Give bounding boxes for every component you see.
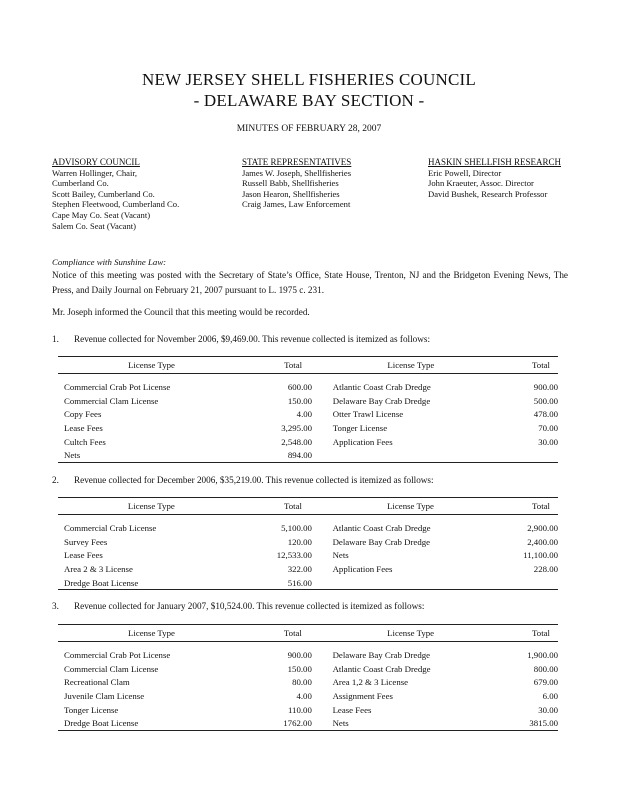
column-gap [314,407,333,421]
revenue-table [58,356,558,463]
advisory-council-heading: ADVISORY COUNCIL [52,157,140,167]
column-gap [314,421,333,435]
advisory-member: Scott Bailey, Cumberland Co. [52,188,155,199]
revenue-section-title [52,475,434,485]
total-cell: 30.00 [538,704,558,715]
haskin-member: John Kraeuter, Assoc. Director [428,178,534,189]
total-cell: 800.00 [533,663,558,674]
state-representative: Craig James, Law Enforcement [242,199,351,210]
total-cell: 6.00 [542,690,558,701]
column-gap [314,648,333,662]
table-row [58,689,558,703]
table-row [58,703,558,717]
license-type-cell: Delaware Bay Crab Dredge [332,536,431,547]
state-representatives-heading: STATE REPRESENTATIVES [242,157,352,167]
column-gap [314,716,333,730]
license-type-cell: Application Fees [332,436,393,447]
license-type-cell: Atlantic Coast Crab Dredge [332,522,431,533]
license-type-cell: Area 2 & 3 License [64,563,133,574]
license-type-cell: Atlantic Coast Crab Dredge [332,381,431,392]
total-cell: 110.00 [287,704,312,715]
table-row [58,648,558,662]
advisory-member: Cumberland Co. [52,178,109,189]
license-type-header: License Type [58,357,239,374]
column-gap [314,675,333,689]
revenue-section-title [52,334,430,344]
total-cell [489,448,558,462]
state-representative: Jason Hearon, Shellfisheries [242,188,340,199]
state-representative: Russell Babb, Shellfisheries [242,178,339,189]
license-type-cell: Lease Fees [64,550,103,561]
total-cell: 30.00 [538,436,558,447]
section-subtitle: - DELAWARE BAY SECTION - [193,91,425,110]
column-gap [314,521,333,535]
total-cell: 11,100.00 [523,550,558,561]
license-type-header: License Type [58,498,239,515]
table-row [58,435,558,449]
total-cell: 4.00 [296,409,313,420]
table-row [58,716,558,730]
license-type-header: License Type [333,357,489,374]
column-gap [314,380,333,394]
column-gap [314,394,333,408]
revenue-section-title [52,601,424,611]
column-gap [314,535,333,549]
license-type-header: License Type [333,625,489,642]
column-gap [314,548,333,562]
notice-paragraph: Notice of this meeting was posted with the Secretary of State’s Office, State House, Trenton, NJ and the Bridgeton Evening News, The Press, and Daily Journal on February 21, 2007 pursuant to L. 1975 c. 231. [52,270,568,295]
license-type-cell: Lease Fees [64,422,103,433]
total-cell: 900.00 [533,381,558,392]
total-cell: 600.00 [287,381,313,392]
total-cell: 894.00 [239,448,314,462]
table-row [58,380,558,394]
section-number: 2. [52,475,59,485]
section-text: Revenue collected for December 2006, $35,219.00. This revenue collected is itemized as follows: [74,475,434,485]
table-header-row [58,498,558,515]
column-gap [314,498,333,515]
license-type-cell: Survey Fees [64,536,108,547]
license-type-cell: Delaware Bay Crab Dredge [332,395,431,406]
total-cell: 3815.00 [489,716,558,730]
compliance-label: Compliance with Sunshine Law: [52,257,167,267]
advisory-member: Cape May Co. Seat (Vacant) [52,209,151,220]
license-type-cell: Copy Fees [64,409,102,420]
table-row [58,521,558,535]
license-type-cell: Commercial Crab Pot License [64,381,171,392]
section-text: Revenue collected for January 2007, $10,524.00. This revenue collected is itemized as follows: [74,601,425,611]
table-header-row [58,357,558,374]
license-type-cell [333,448,489,462]
total-cell: 2,400.00 [527,536,558,547]
license-type-cell: Nets [58,448,239,462]
total-header: Total [489,357,558,374]
section-number: 1. [52,334,59,344]
revenue-table [58,497,558,590]
license-type-header: License Type [333,498,489,515]
column-gap [314,448,333,462]
total-cell: 679.00 [533,677,558,688]
table-row [58,448,558,462]
total-cell: 150.00 [287,395,313,406]
haskin-research-heading: HASKIN SHELLFISH RESEARCH [428,157,562,167]
total-cell: 322.00 [287,563,312,574]
license-type-cell: Dredge Boat License [58,576,239,590]
haskin-research-list [428,157,561,199]
license-type-cell: Nets [332,550,349,561]
column-gap [314,662,333,676]
state-representative: James W. Joseph, Shellfisheries [242,167,352,178]
total-cell [488,576,558,590]
license-type-cell: Tonger License [64,704,119,715]
license-type-cell: Area 1,2 & 3 License [332,677,409,688]
recording-notice: Mr. Joseph informed the Council that this meeting would be recorded. [52,307,310,317]
license-type-cell: Atlantic Coast Crab Dredge [332,663,431,674]
total-cell: 120.00 [287,536,312,547]
column-gap [314,703,333,717]
column-gap [314,435,333,449]
total-cell: 4.00 [296,690,312,701]
total-cell: 478.00 [533,409,558,420]
table-row [58,535,558,549]
haskin-member: Eric Powell, Director [428,167,502,178]
total-cell: 150.00 [287,663,312,674]
table-row [58,548,558,562]
total-header: Total [488,498,558,515]
license-type-cell: Commercial Crab License [64,522,157,533]
license-type-cell: Dredge Boat License [58,716,239,730]
table-row [58,662,558,676]
column-gap [314,357,333,374]
column-gap [314,576,333,590]
council-title: NEW JERSEY SHELL FISHERIES COUNCIL [142,70,476,89]
section-number: 3. [52,601,59,611]
total-cell: 12,533.00 [276,550,312,561]
license-type-cell: Commercial Crab Pot License [64,649,171,660]
state-representatives-list [242,157,351,210]
total-cell: 3,295.00 [281,422,313,433]
total-cell: 500.00 [533,395,558,406]
table-header-row [58,625,558,642]
column-gap [314,562,333,576]
table-row [58,675,558,689]
license-type-cell: Delaware Bay Crab Dredge [332,649,431,660]
license-type-cell: Cultch Fees [64,436,106,447]
license-type-cell: Lease Fees [332,704,372,715]
license-type-header: License Type [58,625,239,642]
license-type-cell: Commercial Clam License [64,663,159,674]
license-type-cell [333,576,489,590]
license-type-cell: Recreational Clam [64,677,130,688]
table-row [58,576,558,590]
total-cell: 1,900.00 [527,649,558,660]
license-type-cell: Commercial Clam License [64,395,159,406]
table-row [58,562,558,576]
total-cell: 516.00 [239,576,314,590]
total-cell: 2,548.00 [281,436,313,447]
license-type-cell: Tonger License [332,422,388,433]
license-type-cell: Assignment Fees [332,690,393,701]
total-header: Total [239,625,314,642]
haskin-member: David Bushek, Research Professor [428,188,548,199]
table-row [58,394,558,408]
column-gap [314,689,333,703]
total-cell: 2,900.00 [527,522,558,533]
total-cell: 5,100.00 [281,522,312,533]
total-cell: 900.00 [287,649,312,660]
table-row [58,421,558,435]
revenue-table [58,624,558,731]
license-type-cell: Juvenile Clam License [64,690,145,701]
column-gap [314,625,333,642]
license-type-cell: Nets [333,716,489,730]
total-header: Total [239,357,314,374]
total-cell: 1762.00 [239,716,314,730]
total-cell: 228.00 [533,563,558,574]
total-cell: 80.00 [292,677,312,688]
total-cell: 70.00 [538,422,558,433]
advisory-member: Stephen Fleetwood, Cumberland Co. [52,199,180,210]
total-header: Total [239,498,314,515]
advisory-council-list [52,157,179,231]
section-text: Revenue collected for November 2006, $9,469.00. This revenue collected is itemized as follows: [74,334,430,344]
minutes-date: MINUTES OF FEBRUARY 28, 2007 [236,124,382,134]
advisory-member: Warren Hollinger, Chair, [52,167,138,178]
license-type-cell: Application Fees [332,563,393,574]
advisory-member: Salem Co. Seat (Vacant) [52,220,137,231]
total-header: Total [489,625,558,642]
table-row [58,407,558,421]
license-type-cell: Otter Trawl License [332,409,404,420]
